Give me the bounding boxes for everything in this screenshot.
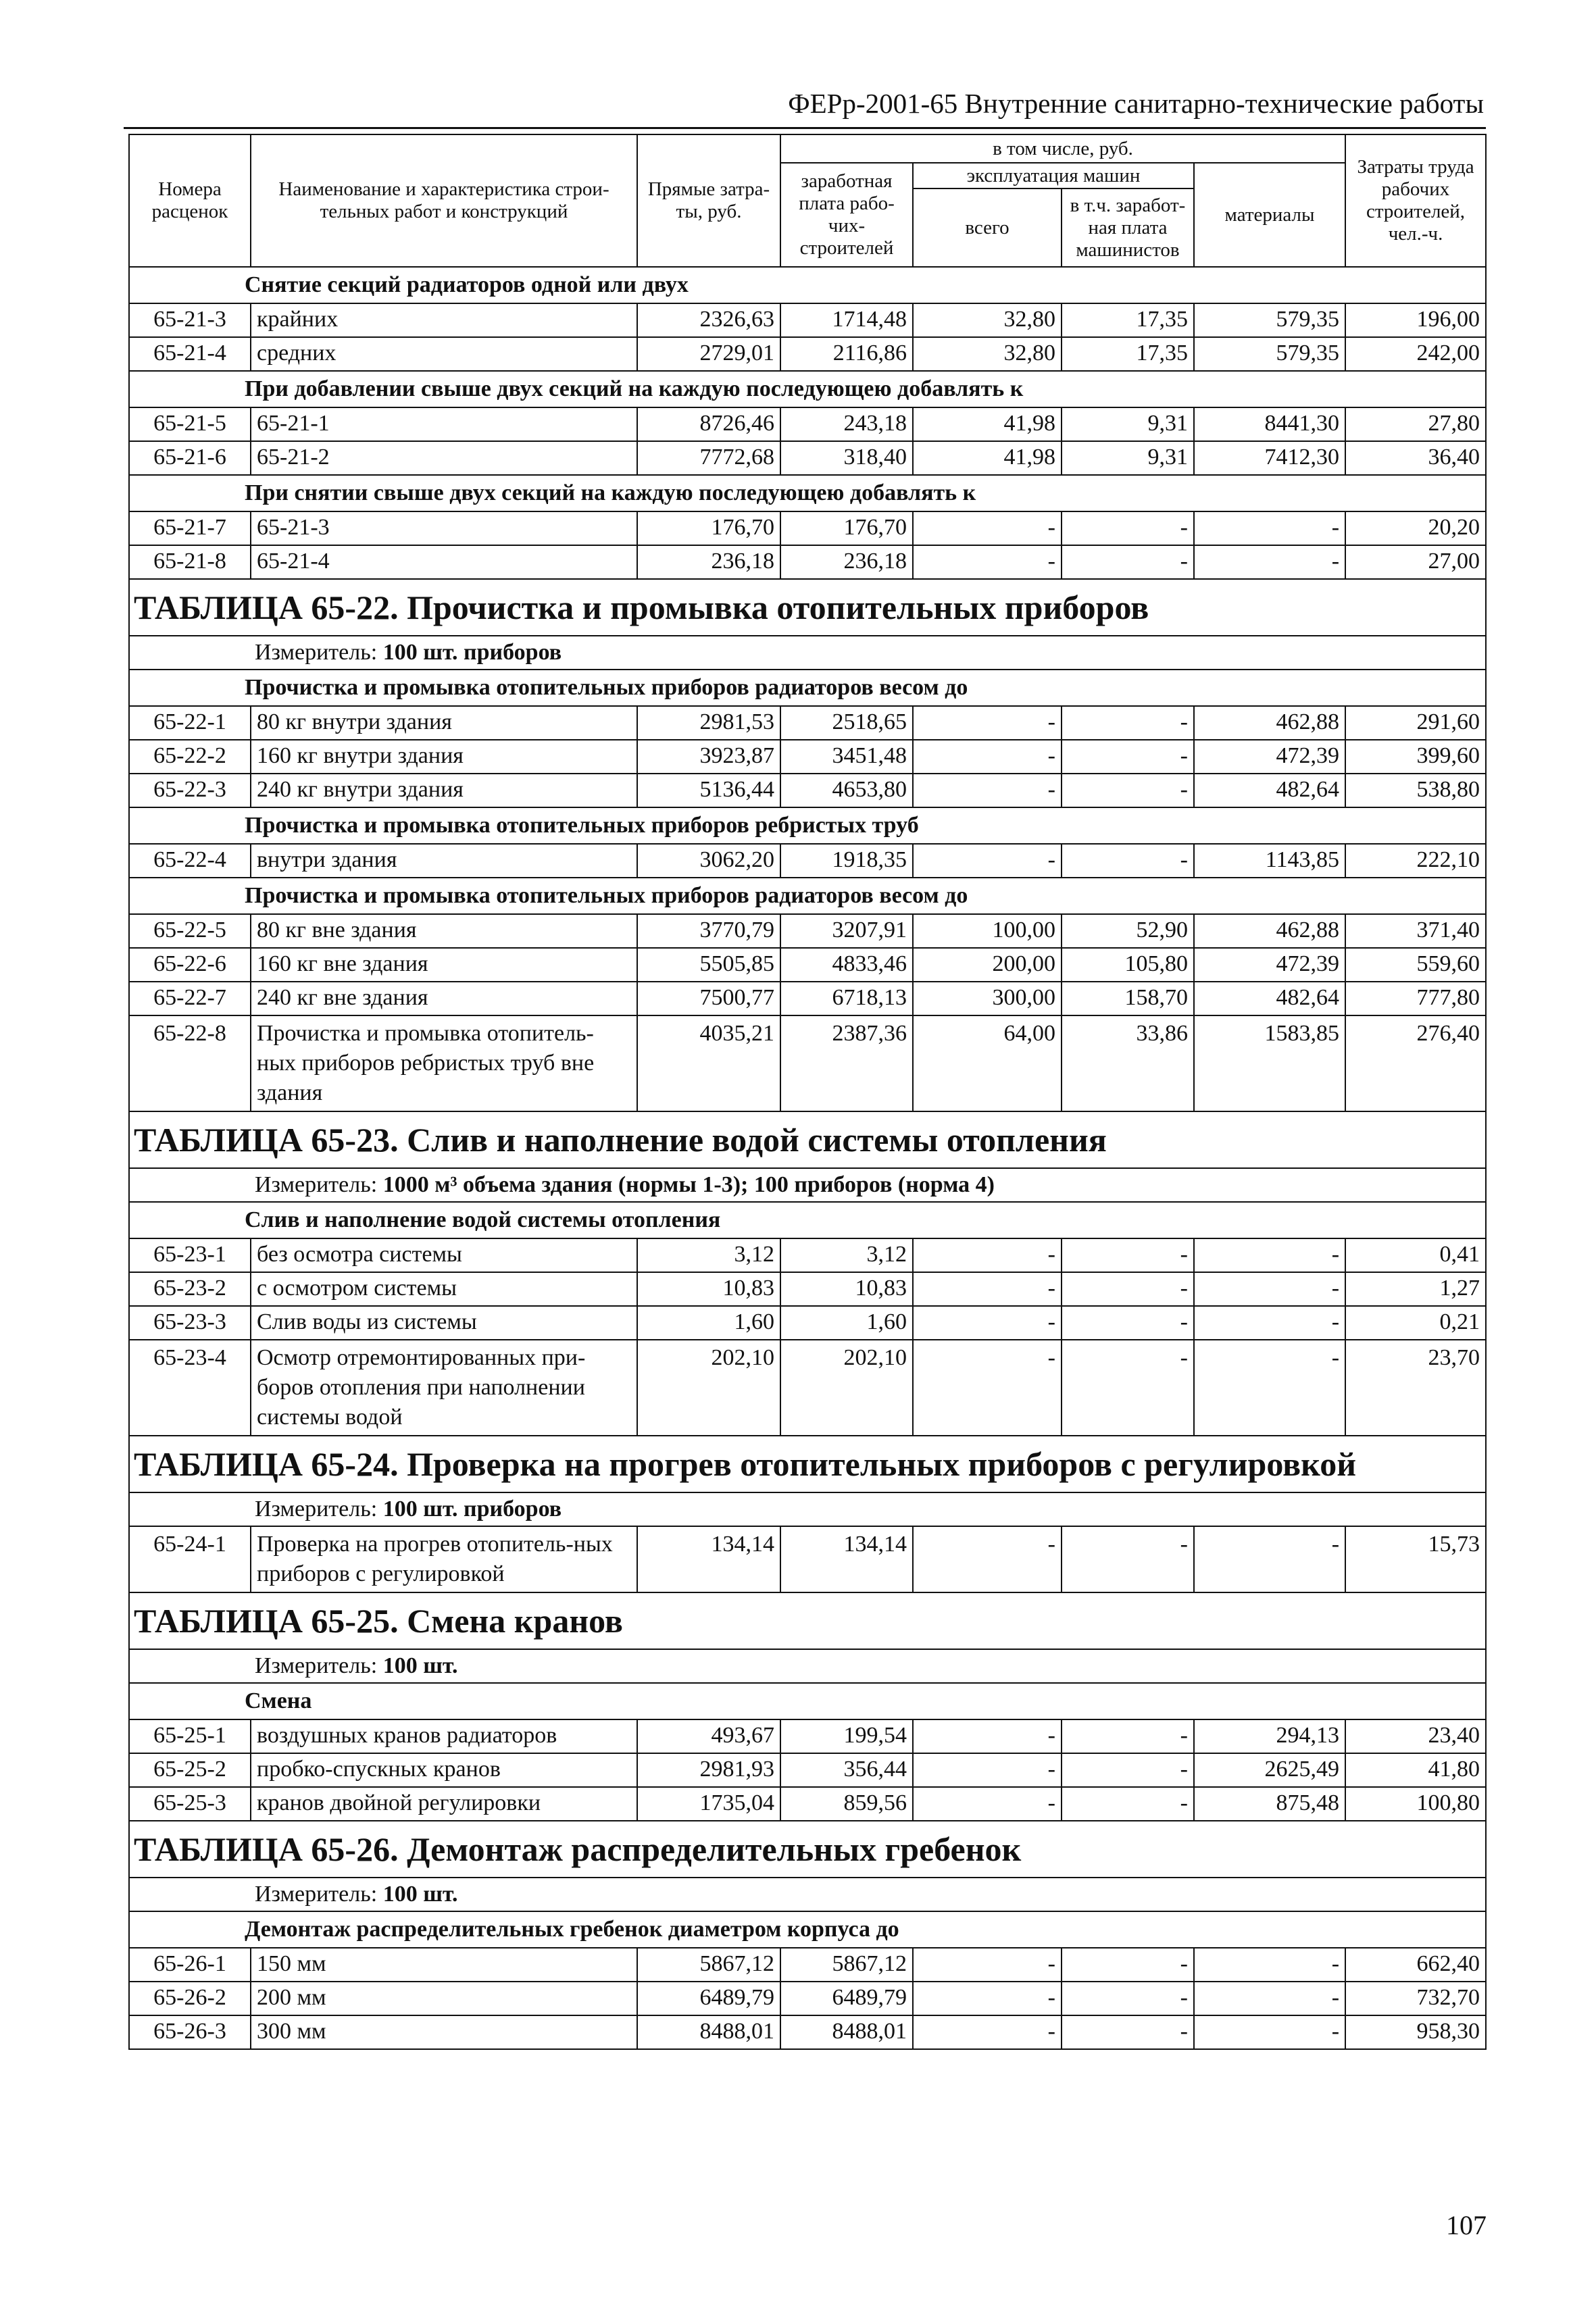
table-row: [129, 2015, 1486, 2049]
table-row: [129, 948, 1486, 982]
table-row: [129, 774, 1486, 807]
cell-wage: 2387,36: [780, 1015, 913, 1111]
table-row: [129, 1340, 1486, 1436]
table-title-row: [129, 1821, 1486, 1878]
cell-mach: -: [913, 1719, 1062, 1753]
cell-direct: 4035,21: [637, 1015, 780, 1111]
cell-mach_wage: -: [1062, 706, 1194, 740]
cell-mach: -: [913, 1340, 1062, 1436]
cell-wage: 10,83: [780, 1272, 913, 1306]
cell-labor: 23,70: [1345, 1340, 1486, 1436]
cell-wage: 3451,48: [780, 740, 913, 774]
col-header-machines-total: всего: [913, 188, 1062, 267]
cell-name: 200 мм: [251, 1982, 637, 2015]
cell-mat: -: [1194, 1340, 1345, 1436]
cell-direct: 7500,77: [637, 982, 780, 1015]
cell-mach_wage: 158,70: [1062, 982, 1194, 1015]
cell-mat: 462,88: [1194, 914, 1345, 948]
cell-labor: 662,40: [1345, 1948, 1486, 1982]
cell-code: 65-22-4: [129, 844, 251, 878]
cell-code: 65-23-2: [129, 1272, 251, 1306]
cell-mach_wage: -: [1062, 1340, 1194, 1436]
cell-code: 65-22-1: [129, 706, 251, 740]
col-header-labor: Затраты труда рабочих строителей, чел.-ч.: [1345, 134, 1486, 267]
cell-mat: -: [1194, 1238, 1345, 1272]
cell-name: без осмотра системы: [251, 1238, 637, 1272]
cell-name: 65-21-4: [251, 545, 637, 579]
meter-value: 100 шт.: [382, 1882, 458, 1907]
cell-mat: 1143,85: [1194, 844, 1345, 878]
cell-name: 160 кг внутри здания: [251, 740, 637, 774]
table-row: [129, 1753, 1486, 1787]
meter-value: 100 шт. приборов: [382, 1496, 562, 1521]
cell-mach_wage: 52,90: [1062, 914, 1194, 948]
table-title: ТАБЛИЦА 65-22. Прочистка и промывка отопительных приборов: [129, 579, 1486, 636]
cell-wage: 5867,12: [780, 1948, 913, 1982]
meter-value: 100 шт.: [382, 1653, 458, 1678]
table-row: [129, 511, 1486, 545]
table-row: [129, 1787, 1486, 1821]
cell-labor: 41,80: [1345, 1753, 1486, 1787]
cell-mach: -: [913, 1526, 1062, 1592]
cell-mat: 579,35: [1194, 337, 1345, 371]
cell-mach_wage: -: [1062, 2015, 1194, 2049]
cell-mat: 462,88: [1194, 706, 1345, 740]
cell-mat: 472,39: [1194, 740, 1345, 774]
cell-mat: -: [1194, 545, 1345, 579]
cell-mach: 41,98: [913, 441, 1062, 475]
cell-labor: 1,27: [1345, 1272, 1486, 1306]
cell-mach_wage: -: [1062, 1753, 1194, 1787]
meter-cell: [129, 1168, 1486, 1202]
table-row: [129, 1526, 1486, 1592]
cell-mach: -: [913, 844, 1062, 878]
subsection-title: При добавлении свыше двух секций на каждую последующею добавлять к: [129, 371, 1486, 407]
table-title-row: [129, 1592, 1486, 1649]
cell-code: 65-25-1: [129, 1719, 251, 1753]
cell-mach_wage: -: [1062, 545, 1194, 579]
cell-wage: 3,12: [780, 1238, 913, 1272]
cell-mach: 64,00: [913, 1015, 1062, 1111]
meter-cell: [129, 1649, 1486, 1683]
table-row: [129, 706, 1486, 740]
cell-wage: 1,60: [780, 1306, 913, 1340]
cell-direct: 3062,20: [637, 844, 780, 878]
cell-code: 65-21-4: [129, 337, 251, 371]
cell-mach: -: [913, 1238, 1062, 1272]
subsection-title: Снятие секций радиаторов одной или двух: [129, 267, 1486, 303]
cell-wage: 243,18: [780, 407, 913, 441]
cell-direct: 2729,01: [637, 337, 780, 371]
cell-direct: 8488,01: [637, 2015, 780, 2049]
subsection-title: Слив и наполнение водой системы отопления: [129, 1202, 1486, 1238]
cell-mach_wage: -: [1062, 1719, 1194, 1753]
cell-mat: 294,13: [1194, 1719, 1345, 1753]
meter-value: 100 шт. приборов: [382, 640, 562, 665]
subsection-row: [129, 1683, 1486, 1719]
cell-mat: -: [1194, 1982, 1345, 2015]
table-row: [129, 1982, 1486, 2015]
header-rule: [124, 127, 1486, 129]
cell-code: 65-24-1: [129, 1526, 251, 1592]
cell-mach_wage: -: [1062, 1787, 1194, 1821]
cell-labor: 100,80: [1345, 1787, 1486, 1821]
cell-labor: 242,00: [1345, 337, 1486, 371]
cell-direct: 2981,93: [637, 1753, 780, 1787]
table-row: [129, 441, 1486, 475]
cell-name: 65-21-3: [251, 511, 637, 545]
meter-cell: [129, 1878, 1486, 1911]
cell-labor: 222,10: [1345, 844, 1486, 878]
cell-direct: 3923,87: [637, 740, 780, 774]
cell-mach_wage: 9,31: [1062, 407, 1194, 441]
cell-labor: 0,41: [1345, 1238, 1486, 1272]
cell-mat: -: [1194, 1306, 1345, 1340]
cell-wage: 8488,01: [780, 2015, 913, 2049]
cell-mach_wage: -: [1062, 1272, 1194, 1306]
cell-labor: 20,20: [1345, 511, 1486, 545]
table-row: [129, 303, 1486, 337]
cell-direct: 2981,53: [637, 706, 780, 740]
cell-mach: 32,80: [913, 337, 1062, 371]
cell-direct: 2326,63: [637, 303, 780, 337]
cell-name: 300 мм: [251, 2015, 637, 2049]
page-number: 107: [1446, 2210, 1487, 2240]
running-header: ФЕРр-2001-65 Внутренние санитарно-технические работы: [788, 88, 1484, 119]
col-header-machines: эксплуатация машин: [913, 163, 1194, 188]
cell-labor: 291,60: [1345, 706, 1486, 740]
cell-wage: 2116,86: [780, 337, 913, 371]
cell-code: 65-21-8: [129, 545, 251, 579]
meter-label: Измеритель:: [255, 640, 378, 665]
table-row: [129, 407, 1486, 441]
table-header: [129, 134, 1486, 267]
cell-mach: -: [913, 1753, 1062, 1787]
cell-name: 80 кг внутри здания: [251, 706, 637, 740]
cell-mat: 482,64: [1194, 982, 1345, 1015]
cell-direct: 3,12: [637, 1238, 780, 1272]
cell-mach_wage: -: [1062, 774, 1194, 807]
cell-labor: 276,40: [1345, 1015, 1486, 1111]
table-row: [129, 1272, 1486, 1306]
cell-mach: 100,00: [913, 914, 1062, 948]
subsection-row: [129, 670, 1486, 706]
norms-table: [128, 134, 1487, 2050]
cell-wage: 236,18: [780, 545, 913, 579]
cell-wage: 202,10: [780, 1340, 913, 1436]
meter-value: 1000 м³ объема здания (нормы 1-3); 100 приборов (норма 4): [382, 1172, 995, 1197]
cell-name: 65-21-1: [251, 407, 637, 441]
table-body: [129, 267, 1486, 2049]
cell-name: Прочистка и промывка отопитель-ных приборов ребристых труб вне здания: [251, 1015, 637, 1111]
cell-name: 240 кг внутри здания: [251, 774, 637, 807]
meter-row: [129, 1168, 1486, 1202]
cell-mach: 32,80: [913, 303, 1062, 337]
cell-mat: 875,48: [1194, 1787, 1345, 1821]
cell-name: Слив воды из системы: [251, 1306, 637, 1340]
cell-direct: 3770,79: [637, 914, 780, 948]
cell-direct: 7772,68: [637, 441, 780, 475]
cell-mach_wage: -: [1062, 1306, 1194, 1340]
cell-direct: 5505,85: [637, 948, 780, 982]
cell-mach_wage: 33,86: [1062, 1015, 1194, 1111]
cell-labor: 371,40: [1345, 914, 1486, 948]
meter-label: Измеритель:: [255, 1496, 378, 1521]
table-title: ТАБЛИЦА 65-25. Смена кранов: [129, 1592, 1486, 1649]
cell-wage: 1918,35: [780, 844, 913, 878]
subsection-title: При снятии свыше двух секций на каждую последующею добавлять к: [129, 475, 1486, 511]
table-row: [129, 844, 1486, 878]
cell-mach: 41,98: [913, 407, 1062, 441]
cell-labor: 399,60: [1345, 740, 1486, 774]
cell-mach: -: [913, 545, 1062, 579]
table-row: [129, 1015, 1486, 1111]
meter-cell: [129, 636, 1486, 670]
cell-mat: -: [1194, 1272, 1345, 1306]
cell-direct: 176,70: [637, 511, 780, 545]
cell-code: 65-25-2: [129, 1753, 251, 1787]
cell-mat: -: [1194, 1526, 1345, 1592]
cell-wage: 318,40: [780, 441, 913, 475]
cell-wage: 859,56: [780, 1787, 913, 1821]
cell-labor: 15,73: [1345, 1526, 1486, 1592]
cell-labor: 23,40: [1345, 1719, 1486, 1753]
cell-direct: 10,83: [637, 1272, 780, 1306]
subsection-row: [129, 807, 1486, 844]
cell-mat: -: [1194, 511, 1345, 545]
cell-mach_wage: -: [1062, 844, 1194, 878]
cell-direct: 5867,12: [637, 1948, 780, 1982]
subsection-title: Прочистка и промывка отопительных приборов радиаторов весом до: [129, 878, 1486, 914]
subsection-title: Смена: [129, 1683, 1486, 1719]
cell-code: 65-22-6: [129, 948, 251, 982]
cell-mach_wage: -: [1062, 740, 1194, 774]
cell-direct: 202,10: [637, 1340, 780, 1436]
cell-mach_wage: 17,35: [1062, 303, 1194, 337]
subsection-row: [129, 878, 1486, 914]
meter-row: [129, 1878, 1486, 1911]
subsection-row: [129, 1202, 1486, 1238]
cell-name: кранов двойной регулировки: [251, 1787, 637, 1821]
meter-row: [129, 636, 1486, 670]
table-row: [129, 1238, 1486, 1272]
cell-mach: -: [913, 2015, 1062, 2049]
cell-direct: 236,18: [637, 545, 780, 579]
cell-mach_wage: 17,35: [1062, 337, 1194, 371]
cell-mach: -: [913, 1948, 1062, 1982]
subsection-row: [129, 1911, 1486, 1948]
table-row: [129, 1306, 1486, 1340]
subsection-title: Демонтаж распределительных гребенок диаметром корпуса до: [129, 1911, 1486, 1948]
table-row: [129, 1948, 1486, 1982]
cell-mat: 579,35: [1194, 303, 1345, 337]
cell-labor: 0,21: [1345, 1306, 1486, 1340]
table-row: [129, 1719, 1486, 1753]
table-title-row: [129, 1436, 1486, 1492]
subsection-title: Прочистка и промывка отопительных приборов ребристых труб: [129, 807, 1486, 844]
meter-row: [129, 1492, 1486, 1526]
cell-name: 160 кг вне здания: [251, 948, 637, 982]
cell-code: 65-23-1: [129, 1238, 251, 1272]
cell-wage: 199,54: [780, 1719, 913, 1753]
col-header-name: Наименование и характеристика строи-тельных работ и конструкций: [251, 134, 637, 267]
cell-name: пробко-спускных кранов: [251, 1753, 637, 1787]
cell-wage: 4653,80: [780, 774, 913, 807]
cell-wage: 176,70: [780, 511, 913, 545]
cell-mach: -: [913, 774, 1062, 807]
cell-wage: 6718,13: [780, 982, 913, 1015]
cell-mat: 8441,30: [1194, 407, 1345, 441]
table-row: [129, 337, 1486, 371]
cell-mach_wage: -: [1062, 1238, 1194, 1272]
cell-code: 65-21-3: [129, 303, 251, 337]
cell-code: 65-21-7: [129, 511, 251, 545]
cell-name: средних: [251, 337, 637, 371]
cell-code: 65-22-7: [129, 982, 251, 1015]
subsection-row: [129, 267, 1486, 303]
subsection-row: [129, 371, 1486, 407]
cell-code: 65-22-3: [129, 774, 251, 807]
cell-direct: 1735,04: [637, 1787, 780, 1821]
cell-name: с осмотром системы: [251, 1272, 637, 1306]
cell-labor: 36,40: [1345, 441, 1486, 475]
cell-mat: 7412,30: [1194, 441, 1345, 475]
subsection-title: Прочистка и промывка отопительных приборов радиаторов весом до: [129, 670, 1486, 706]
col-header-machinist-wage: в т.ч. заработ-ная плата машинистов: [1062, 188, 1194, 267]
meter-row: [129, 1649, 1486, 1683]
cell-name: Проверка на прогрев отопитель-ных приборов с регулировкой: [251, 1526, 637, 1592]
cell-labor: 27,80: [1345, 407, 1486, 441]
subsection-row: [129, 475, 1486, 511]
cell-wage: 1714,48: [780, 303, 913, 337]
cell-name: Осмотр отремонтированных при-боров отопления при наполнении системы водой: [251, 1340, 637, 1436]
cell-wage: 134,14: [780, 1526, 913, 1592]
cell-wage: 4833,46: [780, 948, 913, 982]
col-header-including: в том числе, руб.: [780, 134, 1345, 163]
cell-mach_wage: -: [1062, 1982, 1194, 2015]
cell-wage: 6489,79: [780, 1982, 913, 2015]
cell-labor: 27,00: [1345, 545, 1486, 579]
cell-wage: 356,44: [780, 1753, 913, 1787]
cell-direct: 493,67: [637, 1719, 780, 1753]
table-title: ТАБЛИЦА 65-23. Слив и наполнение водой системы отопления: [129, 1111, 1486, 1168]
cell-mach_wage: -: [1062, 511, 1194, 545]
cell-labor: 777,80: [1345, 982, 1486, 1015]
cell-labor: 732,70: [1345, 1982, 1486, 2015]
meter-label: Измеритель:: [255, 1172, 378, 1197]
table-row: [129, 914, 1486, 948]
cell-mach: 200,00: [913, 948, 1062, 982]
cell-mat: 472,39: [1194, 948, 1345, 982]
cell-code: 65-22-2: [129, 740, 251, 774]
cell-code: 65-21-5: [129, 407, 251, 441]
meter-cell: [129, 1492, 1486, 1526]
table-row: [129, 982, 1486, 1015]
cell-code: 65-22-5: [129, 914, 251, 948]
cell-name: 65-21-2: [251, 441, 637, 475]
table-title: ТАБЛИЦА 65-24. Проверка на прогрев отопительных приборов с регулировкой: [129, 1436, 1486, 1492]
cell-name: крайних: [251, 303, 637, 337]
cell-mat: -: [1194, 1948, 1345, 1982]
cell-code: 65-26-2: [129, 1982, 251, 2015]
cell-name: воздушных кранов радиаторов: [251, 1719, 637, 1753]
cell-direct: 8726,46: [637, 407, 780, 441]
table-row: [129, 740, 1486, 774]
meter-label: Измеритель:: [255, 1653, 378, 1678]
cell-code: 65-23-3: [129, 1306, 251, 1340]
cell-labor: 559,60: [1345, 948, 1486, 982]
meter-label: Измеритель:: [255, 1882, 378, 1907]
cell-mach_wage: -: [1062, 1948, 1194, 1982]
cell-direct: 1,60: [637, 1306, 780, 1340]
cell-mach_wage: 9,31: [1062, 441, 1194, 475]
cell-direct: 5136,44: [637, 774, 780, 807]
col-header-code: Номера расценок: [129, 134, 251, 267]
cell-name: 150 мм: [251, 1948, 637, 1982]
cell-code: 65-22-8: [129, 1015, 251, 1111]
cell-name: 240 кг вне здания: [251, 982, 637, 1015]
cell-code: 65-26-1: [129, 1948, 251, 1982]
cell-direct: 134,14: [637, 1526, 780, 1592]
col-header-wage: заработная плата рабо-чих-строителей: [780, 163, 913, 267]
cell-mach: 300,00: [913, 982, 1062, 1015]
cell-mach: -: [913, 706, 1062, 740]
cell-mach_wage: -: [1062, 1526, 1194, 1592]
cell-wage: 2518,65: [780, 706, 913, 740]
cell-name: внутри здания: [251, 844, 637, 878]
cell-code: 65-21-6: [129, 441, 251, 475]
cell-mat: 1583,85: [1194, 1015, 1345, 1111]
table-title: ТАБЛИЦА 65-26. Демонтаж распределительных гребенок: [129, 1821, 1486, 1878]
cell-wage: 3207,91: [780, 914, 913, 948]
cell-labor: 538,80: [1345, 774, 1486, 807]
cell-mach: -: [913, 511, 1062, 545]
col-header-direct: Прямые затра-ты, руб.: [637, 134, 780, 267]
cell-mat: 2625,49: [1194, 1753, 1345, 1787]
table-title-row: [129, 1111, 1486, 1168]
cell-labor: 958,30: [1345, 2015, 1486, 2049]
cell-direct: 6489,79: [637, 1982, 780, 2015]
table-row: [129, 545, 1486, 579]
col-header-materials: материалы: [1194, 163, 1345, 267]
cell-code: 65-25-3: [129, 1787, 251, 1821]
cell-mach: -: [913, 1306, 1062, 1340]
cell-code: 65-26-3: [129, 2015, 251, 2049]
cell-mat: 482,64: [1194, 774, 1345, 807]
cell-mach_wage: 105,80: [1062, 948, 1194, 982]
cell-mach: -: [913, 740, 1062, 774]
cell-mat: -: [1194, 2015, 1345, 2049]
cell-mach: -: [913, 1272, 1062, 1306]
cell-mach: -: [913, 1787, 1062, 1821]
cell-name: 80 кг вне здания: [251, 914, 637, 948]
cell-code: 65-23-4: [129, 1340, 251, 1436]
table-title-row: [129, 579, 1486, 636]
cell-mach: -: [913, 1982, 1062, 2015]
cell-labor: 196,00: [1345, 303, 1486, 337]
